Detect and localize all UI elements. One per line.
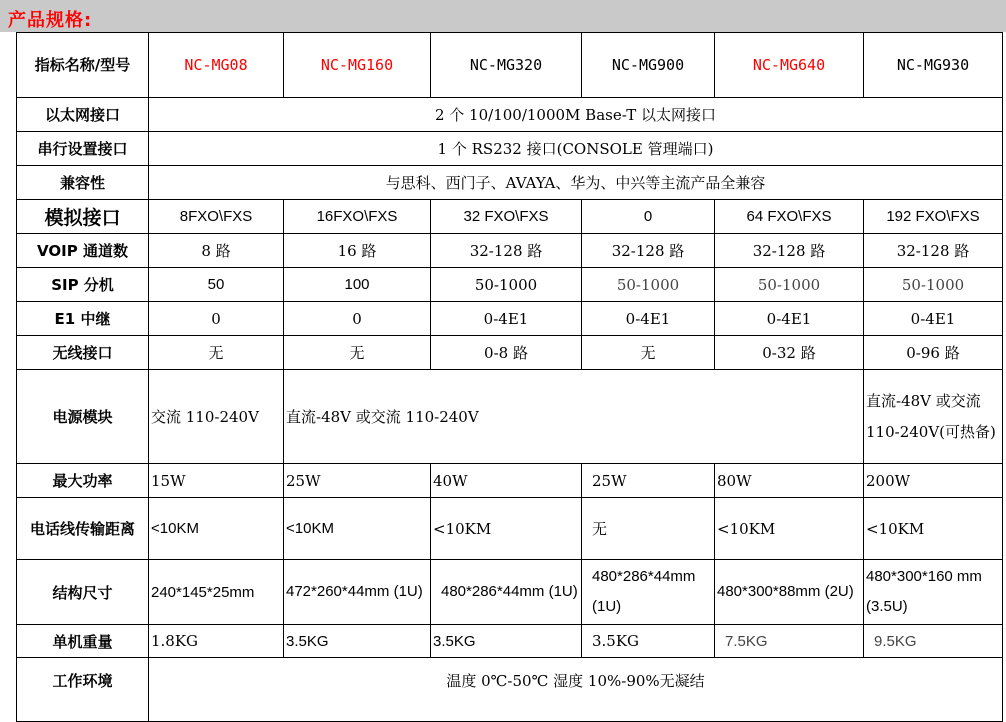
row-label: 无线接口 bbox=[17, 336, 149, 370]
cell-value: 50 bbox=[149, 268, 284, 302]
cell-value: 50-1000 bbox=[864, 268, 1003, 302]
cell-value: 0-4E1 bbox=[431, 302, 582, 336]
section-banner bbox=[0, 0, 1006, 32]
cell-value: 32 FXO\FXS bbox=[431, 200, 582, 234]
cell-value: 0 bbox=[582, 200, 715, 234]
cell-value: 64 FXO\FXS bbox=[715, 200, 864, 234]
cell-value: 0-4E1 bbox=[715, 302, 864, 336]
cell-value: 直流-48V 或交流 110-240V(可热备) bbox=[864, 370, 1003, 464]
cell-value: <10KM bbox=[715, 498, 864, 560]
row-label: VOIP 通道数 bbox=[17, 234, 149, 268]
cell-value: 0-8 路 bbox=[431, 336, 582, 370]
table-row bbox=[17, 98, 1003, 132]
row-label: 电源模块 bbox=[17, 370, 149, 464]
table-row bbox=[17, 658, 1003, 722]
cell-value: 16 路 bbox=[284, 234, 431, 268]
cell-value: 200W bbox=[864, 464, 1003, 498]
cell-value: 80W bbox=[715, 464, 864, 498]
cell-value: 与思科、西门子、AVAYA、华为、中兴等主流产品全兼容 bbox=[149, 166, 1003, 200]
cell-value: <10KM bbox=[284, 498, 431, 560]
cell-value: <10KM bbox=[431, 498, 582, 560]
cell-value: 480*300*160 mm (3.5U) bbox=[864, 560, 1003, 625]
cell-value: 240*145*25mm bbox=[149, 560, 284, 625]
cell-value: <10KM bbox=[149, 498, 284, 560]
cell-value: 3.5KG bbox=[431, 625, 582, 658]
spec-table bbox=[16, 32, 1003, 722]
cell-value: 15W bbox=[149, 464, 284, 498]
cell-value: 0-4E1 bbox=[864, 302, 1003, 336]
table-row bbox=[17, 370, 1003, 464]
cell-value: 3.5KG bbox=[284, 625, 431, 658]
cell-value: 无 bbox=[149, 336, 284, 370]
cell-value: 32-128 路 bbox=[715, 234, 864, 268]
cell-value: 25W bbox=[284, 464, 431, 498]
cell-value: 8 路 bbox=[149, 234, 284, 268]
table-row bbox=[17, 268, 1003, 302]
cell-value: 0 bbox=[149, 302, 284, 336]
row-label: 兼容性 bbox=[17, 166, 149, 200]
table-row bbox=[17, 302, 1003, 336]
row-label: 单机重量 bbox=[17, 625, 149, 658]
table-header-row bbox=[17, 33, 1003, 98]
row-label: 结构尺寸 bbox=[17, 560, 149, 625]
cell-value: 3.5KG bbox=[582, 625, 715, 658]
row-label: 最大功率 bbox=[17, 464, 149, 498]
model-header: NC-MG160 bbox=[284, 33, 431, 98]
cell-value: 16FXO\FXS bbox=[284, 200, 431, 234]
header-label-text: 指标名称/型号 bbox=[34, 56, 131, 74]
cell-value: 32-128 路 bbox=[431, 234, 582, 268]
row-label: E1 中继 bbox=[17, 302, 149, 336]
cell-value: 温度 0℃-50℃ 湿度 10%-90%无凝结 bbox=[149, 658, 1003, 722]
cell-value: 0 bbox=[284, 302, 431, 336]
cell-value: 0-32 路 bbox=[715, 336, 864, 370]
table-row bbox=[17, 200, 1003, 234]
row-label: 模拟接口 bbox=[17, 200, 149, 234]
cell-value: 480*300*88mm (2U) bbox=[715, 560, 864, 625]
model-header: NC-MG930 bbox=[864, 33, 1003, 98]
cell-value: 40W bbox=[431, 464, 582, 498]
table-row bbox=[17, 132, 1003, 166]
cell-value: 1.8KG bbox=[149, 625, 284, 658]
model-header: NC-MG320 bbox=[431, 33, 582, 98]
table-row bbox=[17, 625, 1003, 658]
cell-value: 192 FXO\FXS bbox=[864, 200, 1003, 234]
cell-value: 无 bbox=[284, 336, 431, 370]
cell-value: 0-96 路 bbox=[864, 336, 1003, 370]
row-label: SIP 分机 bbox=[17, 268, 149, 302]
table-row bbox=[17, 234, 1003, 268]
section-title: 产品规格: bbox=[8, 10, 93, 31]
cell-value: 9.5KG bbox=[864, 625, 1003, 658]
cell-value: 交流 110-240V bbox=[149, 370, 284, 464]
row-label: 电话线传输距离 bbox=[17, 498, 149, 560]
cell-value: 50-1000 bbox=[431, 268, 582, 302]
table-row bbox=[17, 166, 1003, 200]
cell-value: 无 bbox=[582, 336, 715, 370]
cell-value: 8FXO\FXS bbox=[149, 200, 284, 234]
table-row bbox=[17, 464, 1003, 498]
cell-value: 480*286*44mm (1U) bbox=[582, 560, 715, 625]
cell-value: 32-128 路 bbox=[864, 234, 1003, 268]
cell-value: 25W bbox=[582, 464, 715, 498]
cell-value: 480*286*44mm (1U) bbox=[431, 560, 582, 625]
table-row bbox=[17, 336, 1003, 370]
model-header: NC-MG640 bbox=[715, 33, 864, 98]
table-row bbox=[17, 560, 1003, 625]
model-header: NC-MG900 bbox=[582, 33, 715, 98]
cell-value: 50-1000 bbox=[582, 268, 715, 302]
cell-value: 32-128 路 bbox=[582, 234, 715, 268]
header-label bbox=[17, 33, 149, 98]
cell-value: 0-4E1 bbox=[582, 302, 715, 336]
cell-value: 无 bbox=[582, 498, 715, 560]
model-header: NC-MG08 bbox=[149, 33, 284, 98]
cell-value: 2 个 10/100/1000M Base-T 以太网接口 bbox=[149, 98, 1003, 132]
cell-value: 7.5KG bbox=[715, 625, 864, 658]
cell-value: 直流-48V 或交流 110-240V bbox=[284, 370, 864, 464]
row-label: 工作环境 bbox=[17, 658, 149, 722]
cell-value: 50-1000 bbox=[715, 268, 864, 302]
cell-value: 100 bbox=[284, 268, 431, 302]
cell-value: 472*260*44mm (1U) bbox=[284, 560, 431, 625]
cell-value: 1 个 RS232 接口(CONSOLE 管理端口) bbox=[149, 132, 1003, 166]
row-label: 以太网接口 bbox=[17, 98, 149, 132]
row-label: 串行设置接口 bbox=[17, 132, 149, 166]
table-row bbox=[17, 498, 1003, 560]
cell-value: <10KM bbox=[864, 498, 1003, 560]
